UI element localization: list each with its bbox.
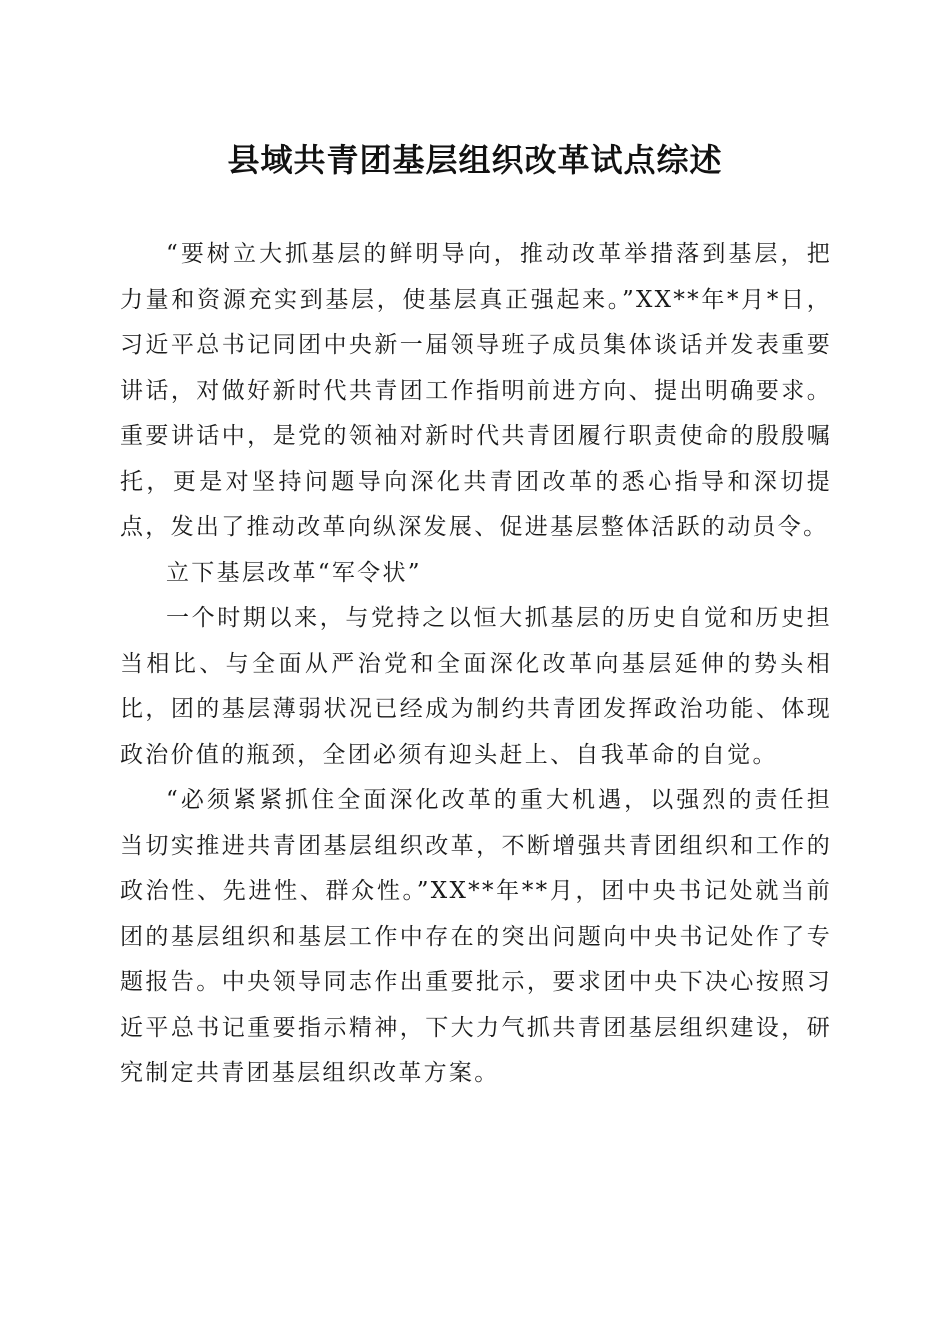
document-title: 县域共青团基层组织改革试点综述	[227, 141, 723, 179]
paragraph-intro: “要树立大抓基层的鲜明导向，推动改革举措落到基层，把力量和资源充实到基层，使基层真正强起来。”XX**年*月*日，习近平总书记同团中央新一届领导班子成员集体谈话并发表重要讲话，对做好新时代共青团工作指明前进方向、提出明确要求。重要讲话中，是党的领袖对新时代共青团履行职责使命的殷殷嘱托，更是对坚持问题导向深化共青团改革的悉心指导和深切提点，发出了推动改革向纵深发展、促进基层整体活跃的动员令。	[120, 241, 832, 540]
section-heading: 立下基层改革“军令状”	[166, 559, 422, 586]
paragraph-background: 一个时期以来，与党持之以恒大抓基层的历史自觉和历史担当相比、与全面从严治党和全面深化改革向基层延伸的势头相比，团的基层薄弱状况已经成为制约共青团发挥政治功能、体现政治价值的瓶颈，全团必须有迎头赶上、自我革命的自觉。	[120, 605, 832, 768]
document-body	[120, 232, 832, 1097]
paragraph-report: “必须紧紧抓住全面深化改革的重大机遇，以强烈的责任担当切实推进共青团基层组织改革，不断增强共青团组织和工作的政治性、先进性、群众性。”XX**年**月，团中央书记处就当前团的基层组织和基层工作中存在的突出问题向中央书记处作了专题报告。中央领导同志作出重要批示，要求团中央下决心按照习近平总书记重要指示精神，下大力气抓共青团基层组织建设，研究制定共青团基层组织改革方案。	[120, 787, 832, 1086]
